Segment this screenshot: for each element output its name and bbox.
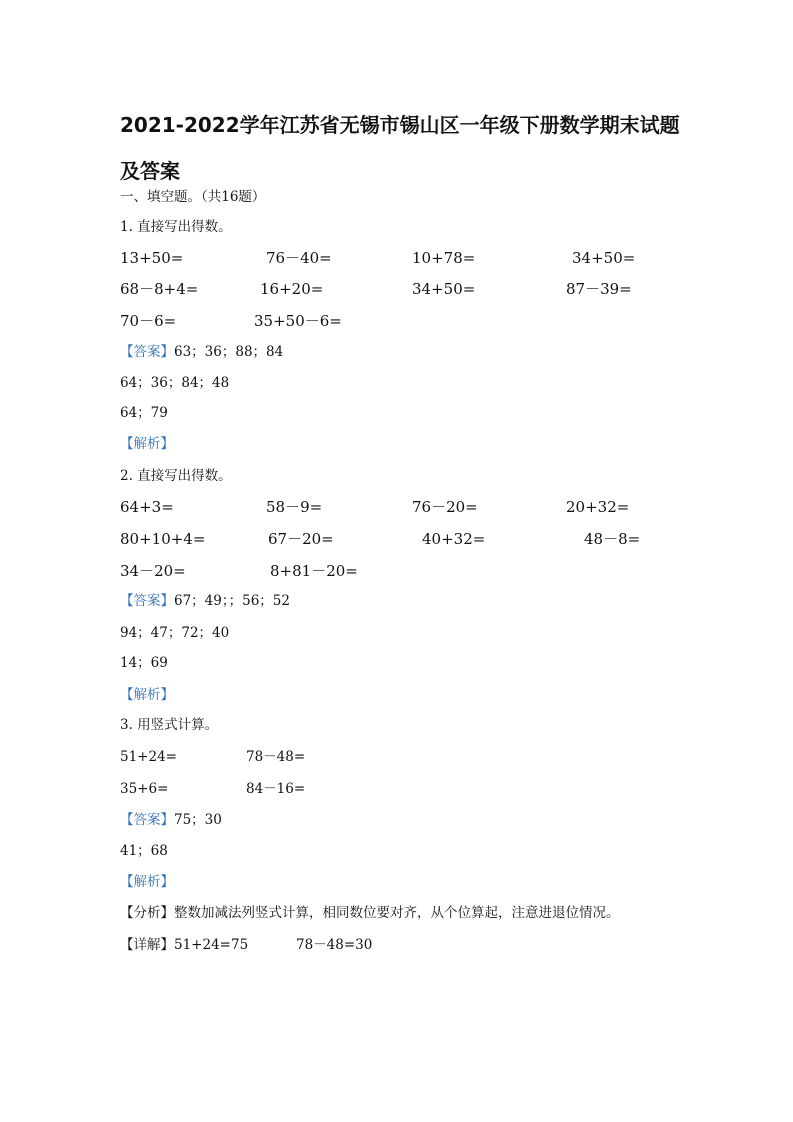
q3-stem: 3. 用竖式计算。 (120, 717, 219, 733)
q1-expr: 76－40= (266, 249, 332, 267)
q1-expr: 10+78= (412, 249, 476, 267)
q2-expr: 58－9= (266, 498, 323, 516)
answer-text: 75；30 (174, 812, 222, 828)
q2-expr: 64+3= (120, 498, 174, 516)
q2-expr: 40+32= (422, 530, 486, 548)
q1-answer-line-3: 64；79 (120, 405, 168, 421)
q1-expr: 34+50= (572, 249, 636, 267)
xiangjie-tag: 【详解】 (120, 937, 174, 953)
q1-answer (120, 343, 283, 361)
q2-analysis-tag: 【解析】 (120, 687, 174, 703)
q3-fenxi (120, 904, 620, 922)
q2-expr: 20+32= (566, 498, 630, 516)
q2-answer-line-2: 94；47；72；40 (120, 625, 230, 641)
q3-expr: 84－16= (246, 781, 306, 797)
q2-expr: 67－20= (268, 530, 334, 548)
q1-stem: 1. 直接写出得数。 (120, 219, 232, 235)
q2-answer (120, 592, 290, 610)
section-heading: 一、填空题。（共16题） (120, 189, 266, 205)
q2-expr: 34－20= (120, 562, 186, 580)
fenxi-text: 整数加减法列竖式计算，相同数位要对齐，从个位算起，注意进退位情况。 (174, 905, 620, 921)
q1-expr: 87－39= (566, 280, 632, 298)
q3-answer (120, 811, 222, 829)
answer-tag: 【答案】 (120, 344, 174, 360)
answer-tag: 【答案】 (120, 812, 174, 828)
answer-text: 67；49；；56；52 (174, 593, 290, 609)
q2-expr: 76－20= (412, 498, 478, 516)
q3-expr: 51+24= (120, 749, 177, 765)
q2-expr: 8+81－20= (270, 562, 358, 580)
answer-text: 63；36；88；84 (174, 344, 284, 360)
xiangjie-a: 51+24=75 (174, 937, 249, 953)
q1-expr: 34+50= (412, 280, 476, 298)
q2-stem: 2. 直接写出得数。 (120, 468, 232, 484)
q1-expr: 13+50= (120, 249, 184, 267)
q3-answer-line-2: 41；68 (120, 843, 168, 859)
q2-expr: 48－8= (584, 530, 641, 548)
q3-xiangjie (120, 936, 248, 954)
q2-answer-line-3: 14；69 (120, 655, 168, 671)
q1-expr: 68－8+4= (120, 280, 199, 298)
q3-expr: 35+6= (120, 781, 169, 797)
q1-analysis-tag: 【解析】 (120, 436, 174, 452)
fenxi-tag: 【分析】 (120, 905, 174, 921)
q1-answer-line-2: 64；36；84；48 (120, 375, 230, 391)
q3-expr: 78－48= (246, 749, 306, 765)
q1-expr: 35+50－6= (254, 312, 342, 330)
xiangjie-b: 78－48=30 (296, 937, 373, 953)
q1-expr: 16+20= (260, 280, 324, 298)
q3-analysis-tag: 【解析】 (120, 874, 174, 890)
q1-expr: 70－6= (120, 312, 177, 330)
q2-expr: 80+10+4= (120, 530, 206, 548)
answer-tag: 【答案】 (120, 593, 174, 609)
document-title: 2021-2022学年江苏省无锡市锡山区一年级下册数学期末试题及答案 (120, 113, 680, 183)
